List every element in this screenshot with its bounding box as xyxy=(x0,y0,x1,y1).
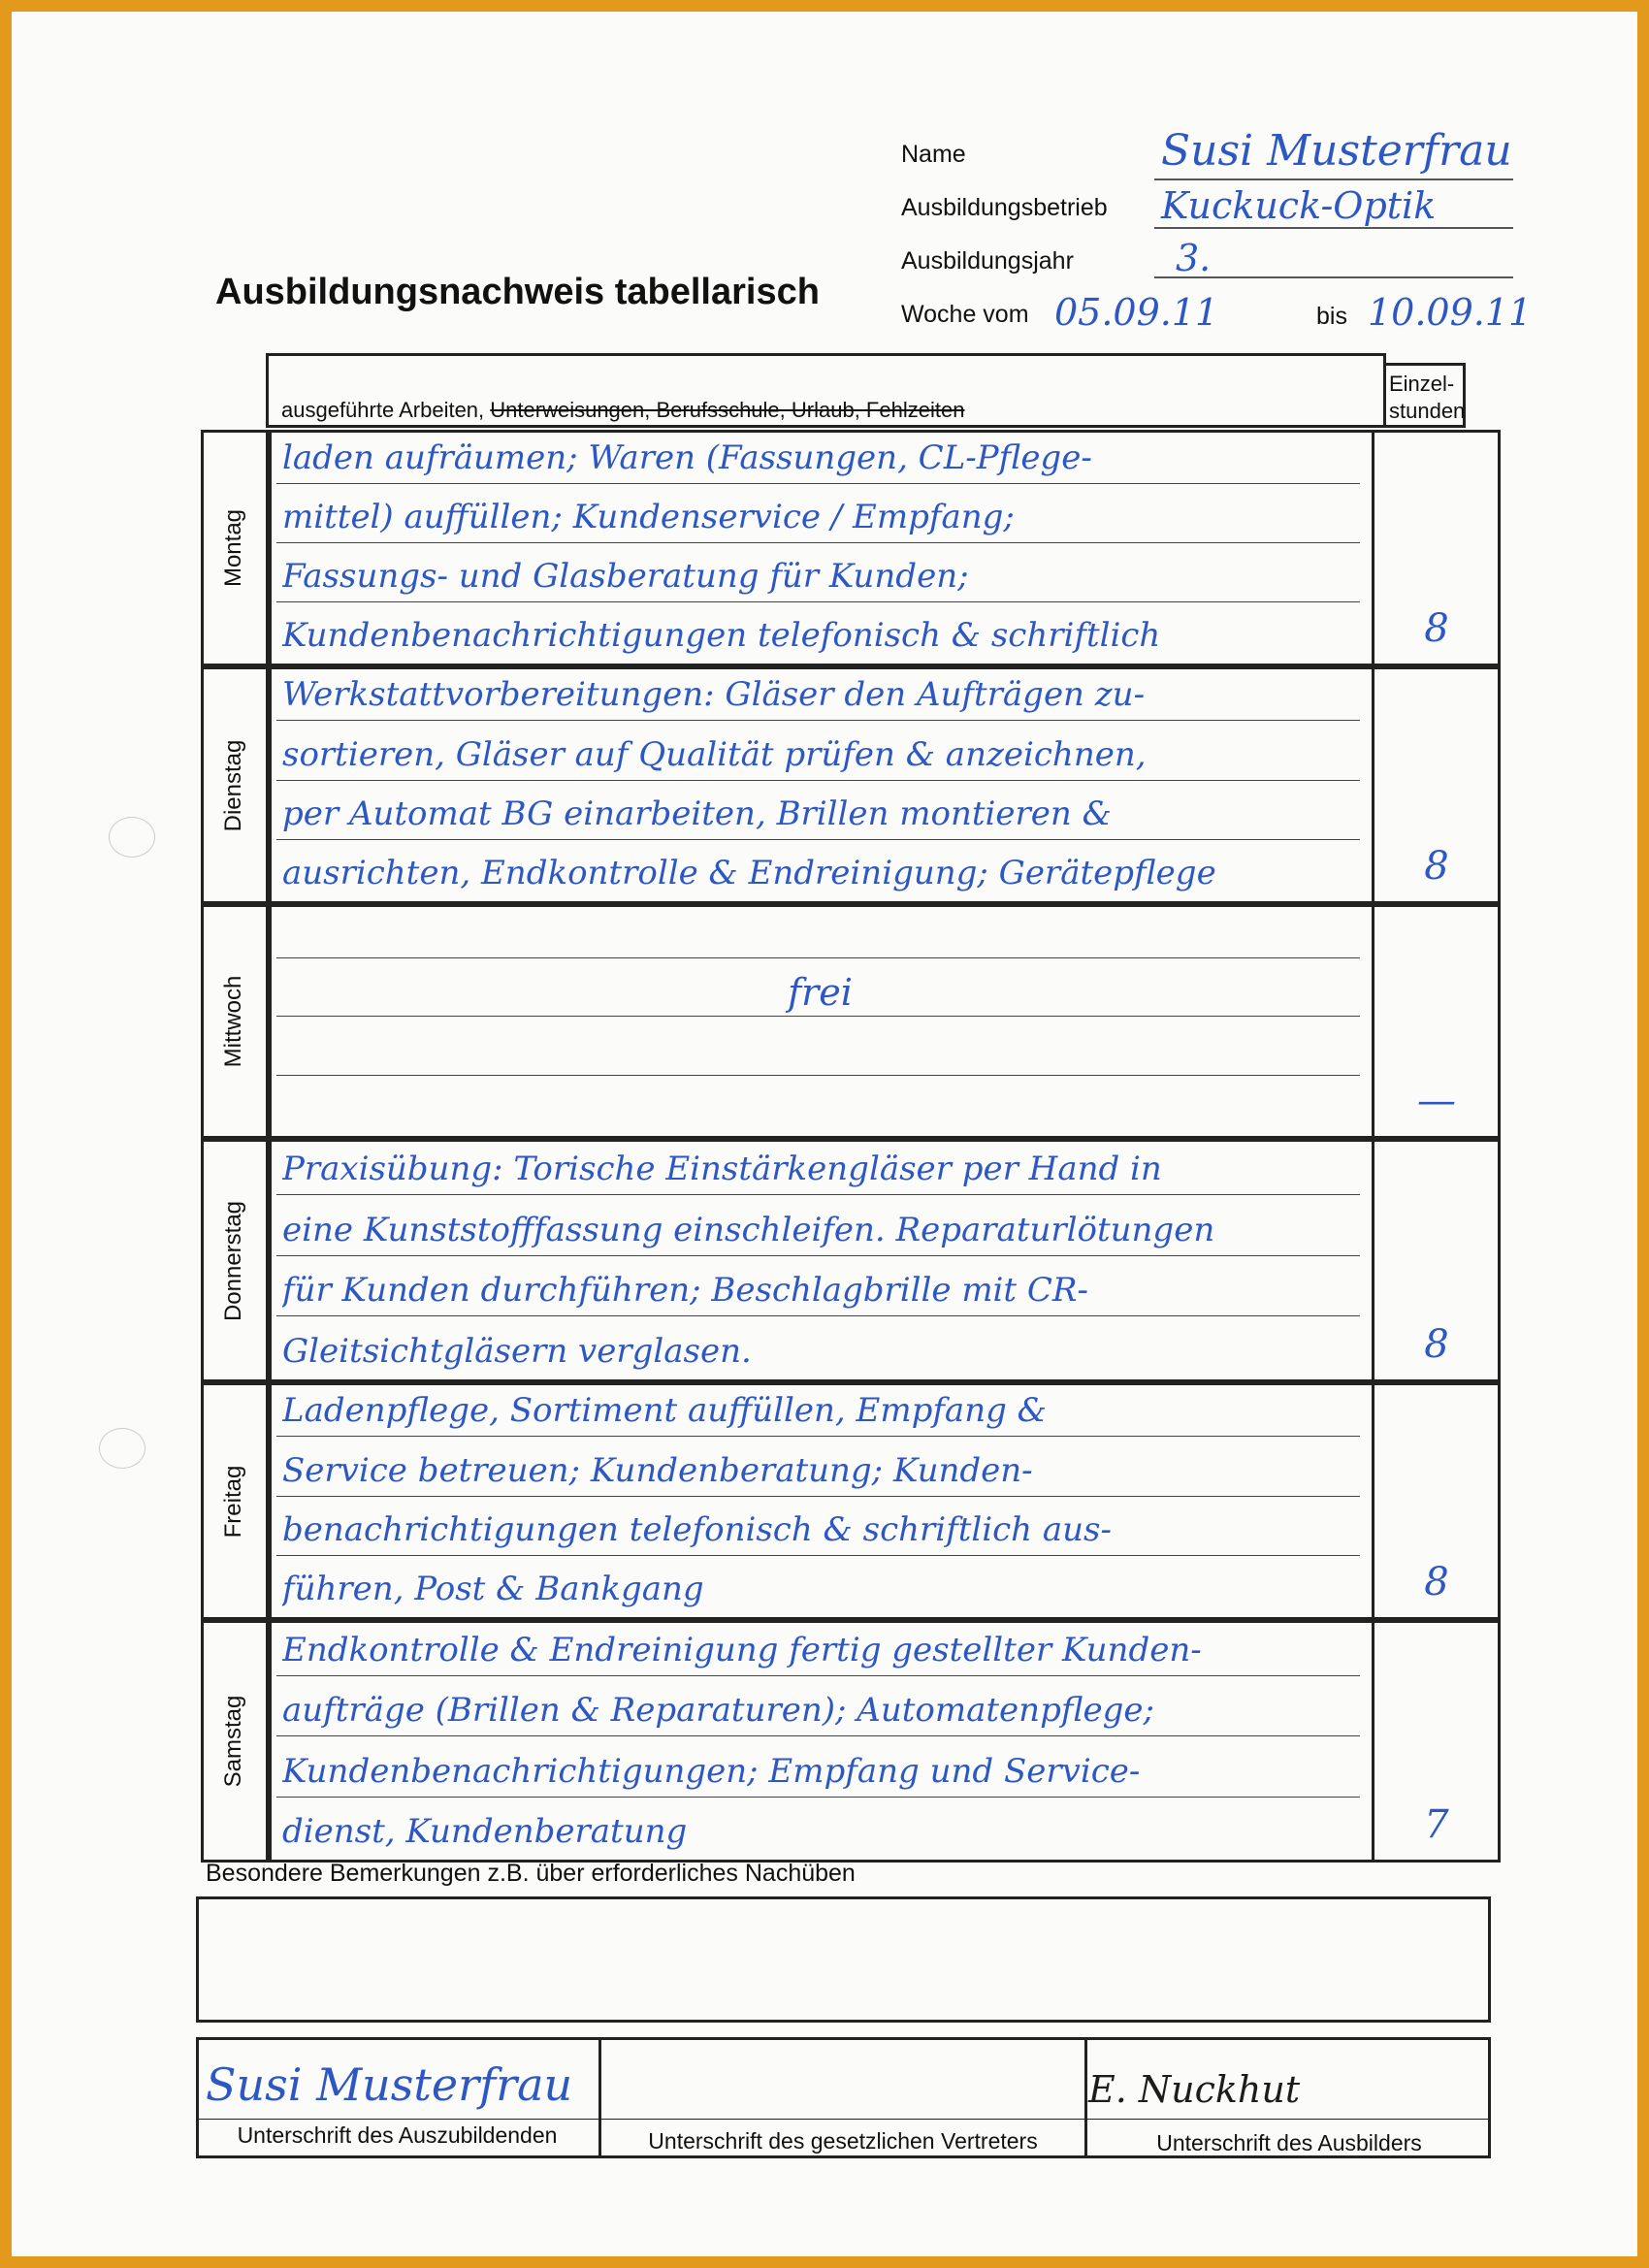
day-entry-line: führen, Post & Bankgang xyxy=(282,1570,704,1608)
day-hours-value: 8 xyxy=(1424,1560,1449,1604)
day-entry-line: dienst, Kundenberatung xyxy=(282,1812,688,1851)
day-entry-line: Kundenbenachrichtigungen telefonisch & schriftlich xyxy=(282,616,1161,655)
day-entry-line: eine Kunststofffassung einschleifen. Reparaturlötungen xyxy=(282,1210,1215,1249)
day-hours-value: 8 xyxy=(1424,606,1449,651)
day-hours-value: 7 xyxy=(1424,1802,1449,1847)
day-label: Dienstag xyxy=(220,739,246,831)
work-column-label xyxy=(281,398,964,423)
ruled-line xyxy=(276,1797,1360,1798)
work-column-struck: Unterweisungen, Berufsschule, Urlaub, Fehlzeiten xyxy=(490,398,965,422)
day-entry-line: laden aufräumen; Waren (Fassungen, CL-Pflege- xyxy=(282,438,1092,477)
remarks-label: Besondere Bemerkungen z.B. über erforderliches Nachüben xyxy=(206,1860,856,1887)
name-underline xyxy=(1154,178,1513,180)
ruled-line xyxy=(276,1255,1360,1256)
day-label: Freitag xyxy=(220,1465,246,1538)
day-entry-line: Kundenbenachrichtigungen; Empfang und Service- xyxy=(282,1751,1141,1791)
trainer-signature-caption: Unterschrift des Ausbilders xyxy=(1156,2130,1422,2155)
day-entry-line: sortieren, Gläser auf Qualität prüfen & anzeichnen, xyxy=(282,734,1147,774)
day-entry-line: benachrichtigungen telefonisch & schriftlich aus- xyxy=(282,1509,1112,1549)
ruled-line xyxy=(276,1675,1360,1676)
ruled-line xyxy=(276,1735,1360,1736)
company-label: Ausbildungsbetrieb xyxy=(901,194,1108,221)
day-label: Donnerstag xyxy=(220,1200,246,1321)
week-to-label: bis xyxy=(1316,303,1347,330)
signature-divider-2 xyxy=(1084,2039,1087,2155)
day-entry-line: mittel) auffüllen; Kundenservice / Empfang; xyxy=(282,498,1015,536)
week-to-value: 10.09.11 xyxy=(1368,291,1533,334)
ruled-line xyxy=(276,601,1360,602)
ruled-line xyxy=(276,542,1360,543)
day-entry-line: Werkstattvorbereitungen: Gläser den Aufträgen zu- xyxy=(282,675,1146,715)
signature-divider-1 xyxy=(598,2039,601,2155)
name-label: Name xyxy=(901,141,966,168)
ruled-line xyxy=(276,1194,1360,1195)
day-entry-line: Praxisübung: Torische Einstärkengläser per Hand in xyxy=(282,1149,1162,1188)
day-entry-line: frei xyxy=(788,971,853,1014)
ruled-line xyxy=(276,1075,1360,1076)
year-label: Ausbildungsjahr xyxy=(901,247,1074,275)
company-underline xyxy=(1154,227,1513,229)
day-label: Samstag xyxy=(220,1695,246,1788)
day-entry-line: ausrichten, Endkontrolle & Endreinigung; Gerätepflege xyxy=(282,854,1216,892)
day-hours-value: 8 xyxy=(1424,1322,1449,1367)
name-value: Susi Musterfrau xyxy=(1161,126,1512,176)
ruled-line xyxy=(276,1315,1360,1316)
day-hours-value: — xyxy=(1417,1079,1456,1123)
guardian-signature-caption: Unterschrift des gesetzlichen Vertreters xyxy=(648,2128,1038,2154)
week-from-value: 05.09.11 xyxy=(1054,291,1219,334)
day-label: Mittwoch xyxy=(220,975,246,1068)
year-value: 3. xyxy=(1176,237,1212,279)
day-entry-line: per Automat BG einarbeiten, Brillen montieren & xyxy=(282,794,1112,833)
day-entry-line: für Kunden durchführen; Beschlagbrille mit CR- xyxy=(282,1271,1089,1311)
page-title: Ausbildungsnachweis tabellarisch xyxy=(215,272,820,312)
remarks-box xyxy=(196,1896,1491,2023)
ruled-line xyxy=(276,1016,1360,1017)
day-entry-line: Service betreuen; Kundenberatung; Kunden- xyxy=(282,1450,1033,1490)
day-entry-line: aufträge (Brillen & Reparaturen); Automatenpflege; xyxy=(282,1691,1154,1730)
year-underline xyxy=(1154,276,1513,278)
ruled-line xyxy=(276,1555,1360,1556)
day-entry-line: Endkontrolle & Endreinigung fertig gestellter Kunden- xyxy=(282,1630,1202,1669)
work-column-prefix: ausgeführte Arbeiten, xyxy=(281,398,485,422)
day-hours-value: 8 xyxy=(1424,844,1449,889)
hours-column-label-1: Einzel- xyxy=(1389,372,1455,396)
trainee-signature: Susi Musterfrau xyxy=(206,2058,573,2111)
day-label: Montag xyxy=(220,508,246,588)
ruled-line xyxy=(276,720,1360,721)
day-entry-cell xyxy=(269,904,1374,1139)
company-value: Kuckuck-Optik xyxy=(1161,184,1437,227)
trainer-signature: E. Nuckhut xyxy=(1088,2068,1301,2111)
form-page xyxy=(12,12,1637,2256)
hours-column-label-2: stunden xyxy=(1389,399,1466,423)
punch-hole xyxy=(99,1428,146,1469)
ruled-line xyxy=(276,839,1360,840)
ruled-line xyxy=(276,957,1360,958)
day-entry-line: Fassungs- und Glasberatung für Kunden; xyxy=(282,557,969,596)
ruled-line xyxy=(276,780,1360,781)
punch-hole xyxy=(109,817,155,858)
ruled-line xyxy=(276,1436,1360,1437)
trainee-signature-caption: Unterschrift des Auszubildenden xyxy=(237,2122,558,2148)
ruled-line xyxy=(276,1496,1360,1497)
day-entry-line: Gleitsichtgläsern verglasen. xyxy=(282,1332,752,1371)
signature-caption-line xyxy=(198,2119,1488,2120)
ruled-line xyxy=(276,483,1360,484)
week-from-label: Woche vom xyxy=(901,301,1029,328)
day-entry-line: Ladenpflege, Sortiment auffüllen, Empfang & xyxy=(282,1391,1047,1431)
